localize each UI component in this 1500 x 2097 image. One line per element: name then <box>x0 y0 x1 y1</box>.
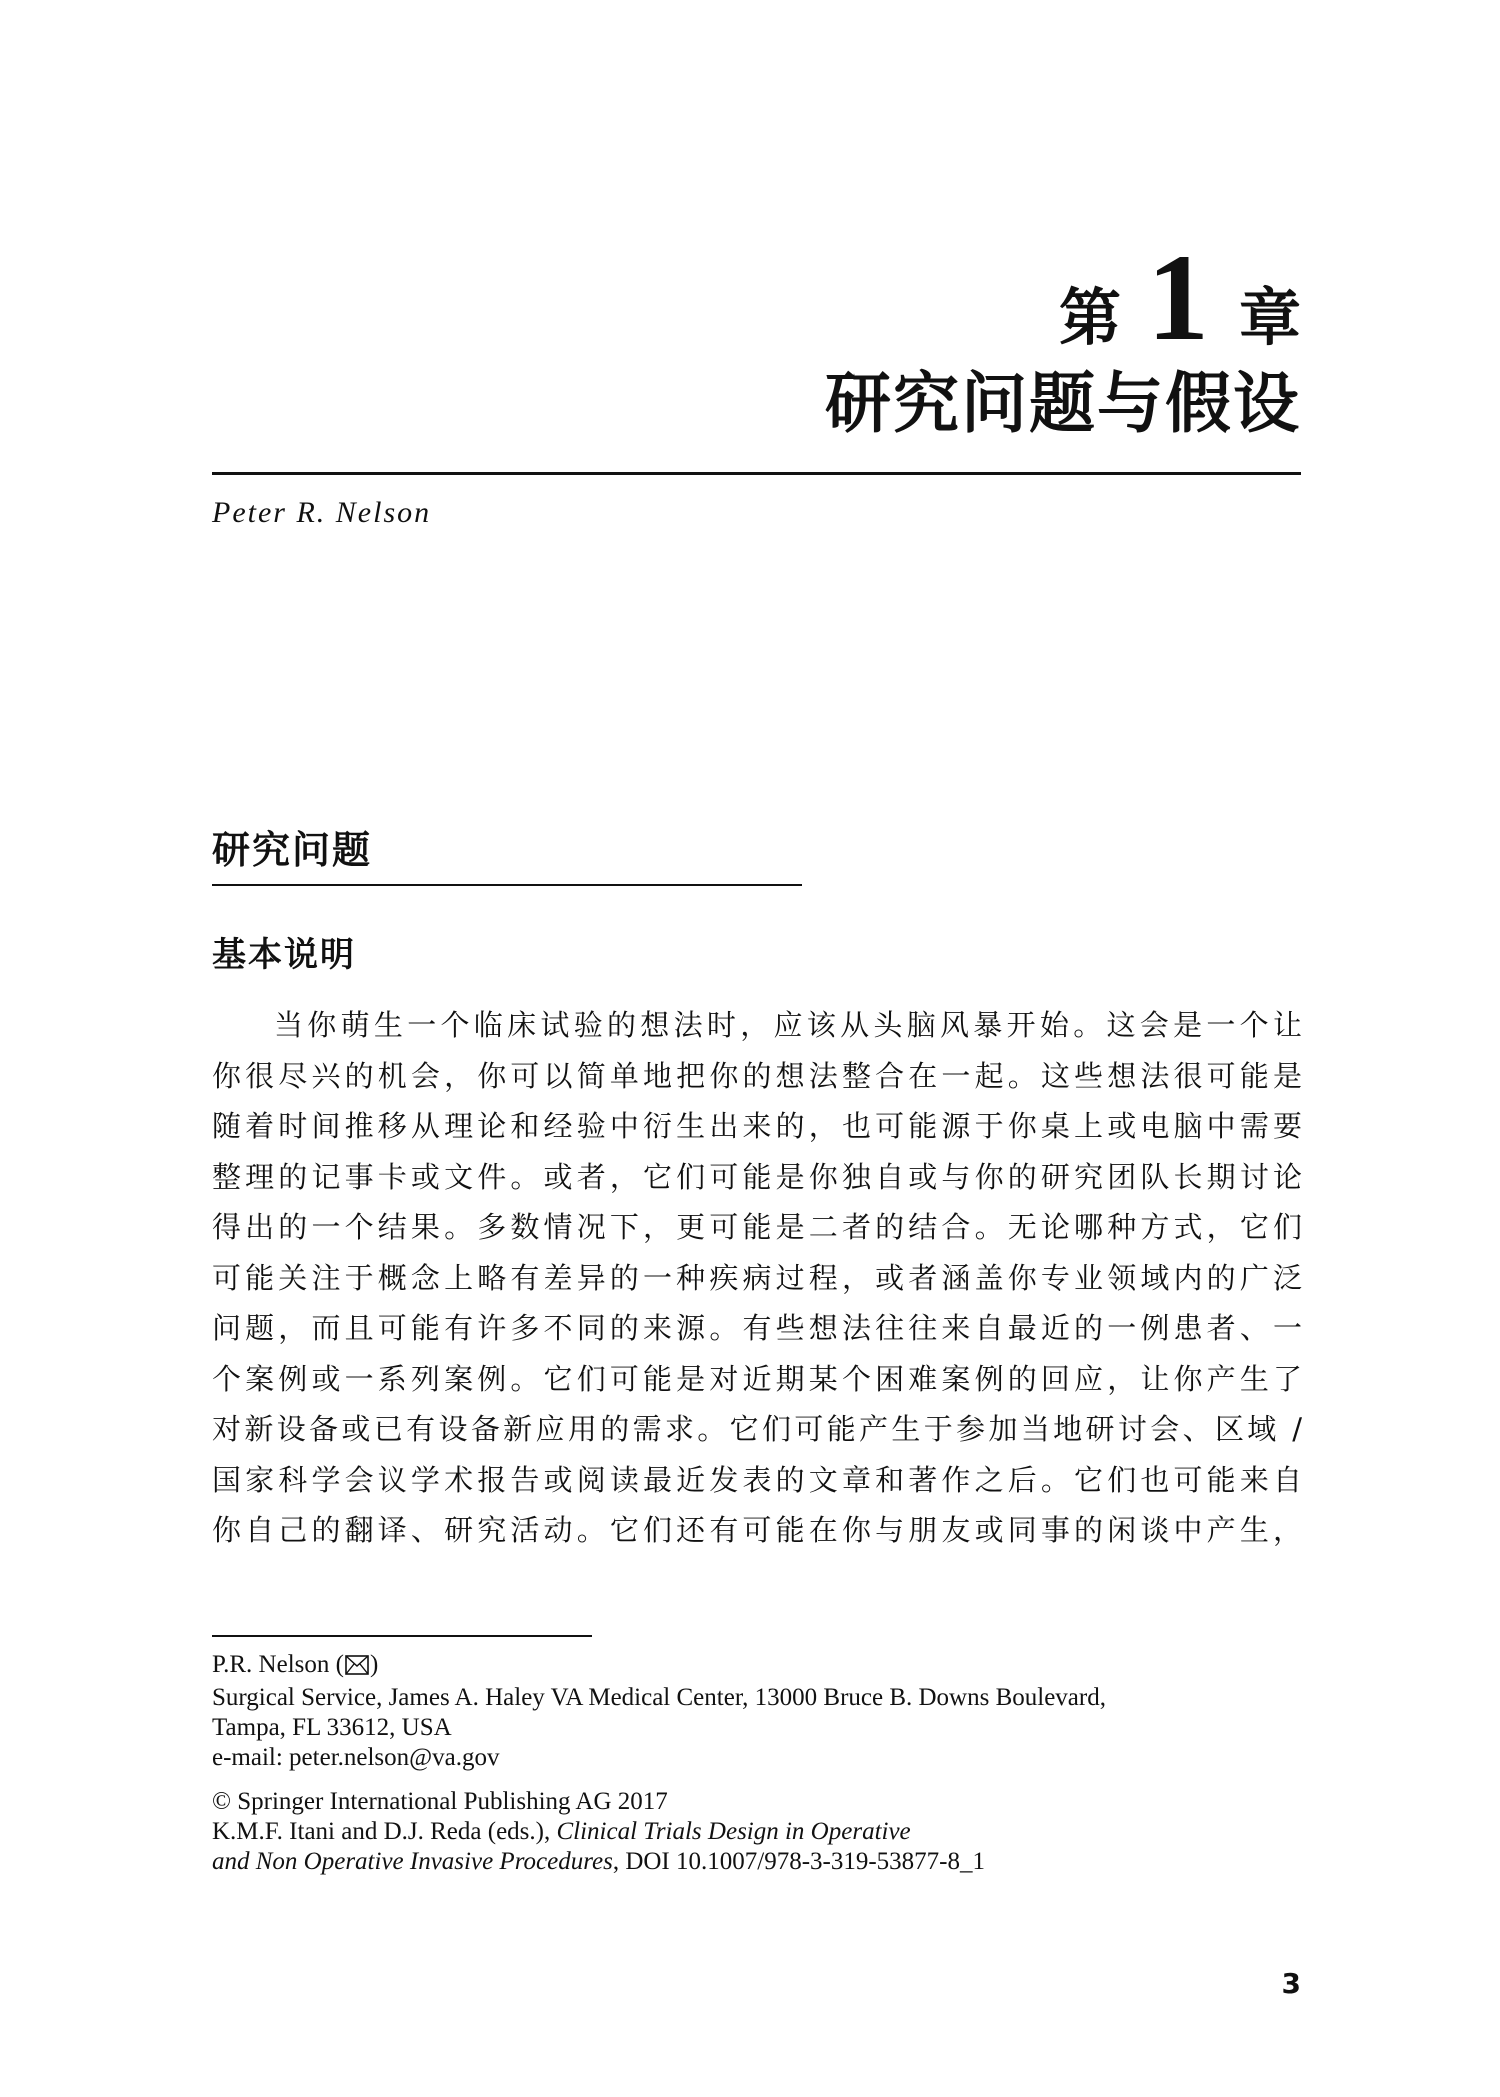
footnote-spacer <box>212 1773 1302 1787</box>
envelope-icon <box>345 1653 369 1683</box>
subsection-heading: 基本说明 <box>212 935 356 975</box>
footnote-author-close: ) <box>369 1651 379 1678</box>
page-number: 3 <box>1281 1967 1301 2000</box>
body-line: 个案例或一系列案例。它们可能是对近期某个困难案例的回应，让你产生了 <box>212 1361 1302 1396</box>
body-line: 问题，而且可能有许多不同的来源。有些想法往往来自最近的一例患者、一 <box>212 1311 1302 1345</box>
chapter-label <box>1058 229 1301 366</box>
body-line: 随着时间推移从理论和经验中衍生出来的，也可能源于你桌上或电脑中需要 <box>212 1109 1302 1143</box>
body-paragraph <box>212 1000 1302 1556</box>
footnote-affiliation-1: Surgical Service, James A. Haley VA Medical Center, 13000 Bruce B. Downs Boulevard, <box>212 1684 1106 1711</box>
body-line: 整理的记事卡或文件。或者，它们可能是你独自或与你的研究团队长期讨论 <box>212 1159 1302 1194</box>
footnote-copyright: © Springer International Publishing AG 2017 <box>212 1788 668 1815</box>
chapter-title: 研究问题与假设 <box>825 365 1301 442</box>
footnote-citation-line-1 <box>212 1817 1302 1847</box>
footnote-author-line <box>212 1650 1302 1683</box>
body-line: 国家科学会议学术报告或阅读最近发表的文章和著作之后。它们也可能来自 <box>212 1462 1302 1497</box>
section-divider <box>212 884 802 886</box>
footnote-email: e-mail: peter.nelson@va.gov <box>212 1744 500 1771</box>
footnote-citation-line-2 <box>212 1847 1302 1877</box>
chapter-prefix: 第 <box>1058 281 1121 354</box>
footnote-affiliation-2: Tampa, FL 33612, USA <box>212 1714 452 1741</box>
footnote-author-name: P.R. Nelson ( <box>212 1651 344 1678</box>
body-line: 得出的一个结果。多数情况下，更可能是二者的结合。无论哪种方式，它们 <box>212 1210 1302 1244</box>
citation-doi: , DOI 10.1007/978-3-319-53877-8_1 <box>612 1848 986 1875</box>
footnote-divider <box>212 1635 592 1637</box>
chapter-number: 1 <box>1146 229 1209 366</box>
body-line: 当你萌生一个临床试验的想法时，应该从头脑风暴开始。这会是一个让 <box>274 1008 1302 1042</box>
chapter-suffix: 章 <box>1238 281 1301 354</box>
citation-editors: K.M.F. Itani and D.J. Reda (eds.), <box>212 1818 557 1845</box>
section-heading: 研究问题 <box>212 828 373 872</box>
citation-title-part2: and Non Operative Invasive Procedures <box>212 1848 613 1875</box>
body-line: 对新设备或已有设备新应用的需求。它们可能产生于参加当地研讨会、区域 / <box>212 1412 1302 1446</box>
citation-title-part1: Clinical Trials Design in Operative <box>556 1818 911 1845</box>
header-divider <box>212 472 1301 475</box>
footnote <box>212 1650 1302 1877</box>
body-line: 可能关注于概念上略有差异的一种疾病过程，或者涵盖你专业领域内的广泛 <box>212 1260 1302 1295</box>
body-line: 你自己的翻译、研究活动。它们还有可能在你与朋友或同事的闲谈中产生， <box>212 1513 1302 1547</box>
body-line: 你很尽兴的机会，你可以简单地把你的想法整合在一起。这些想法很可能是 <box>212 1058 1302 1093</box>
chapter-author: Peter R. Nelson <box>212 496 432 529</box>
